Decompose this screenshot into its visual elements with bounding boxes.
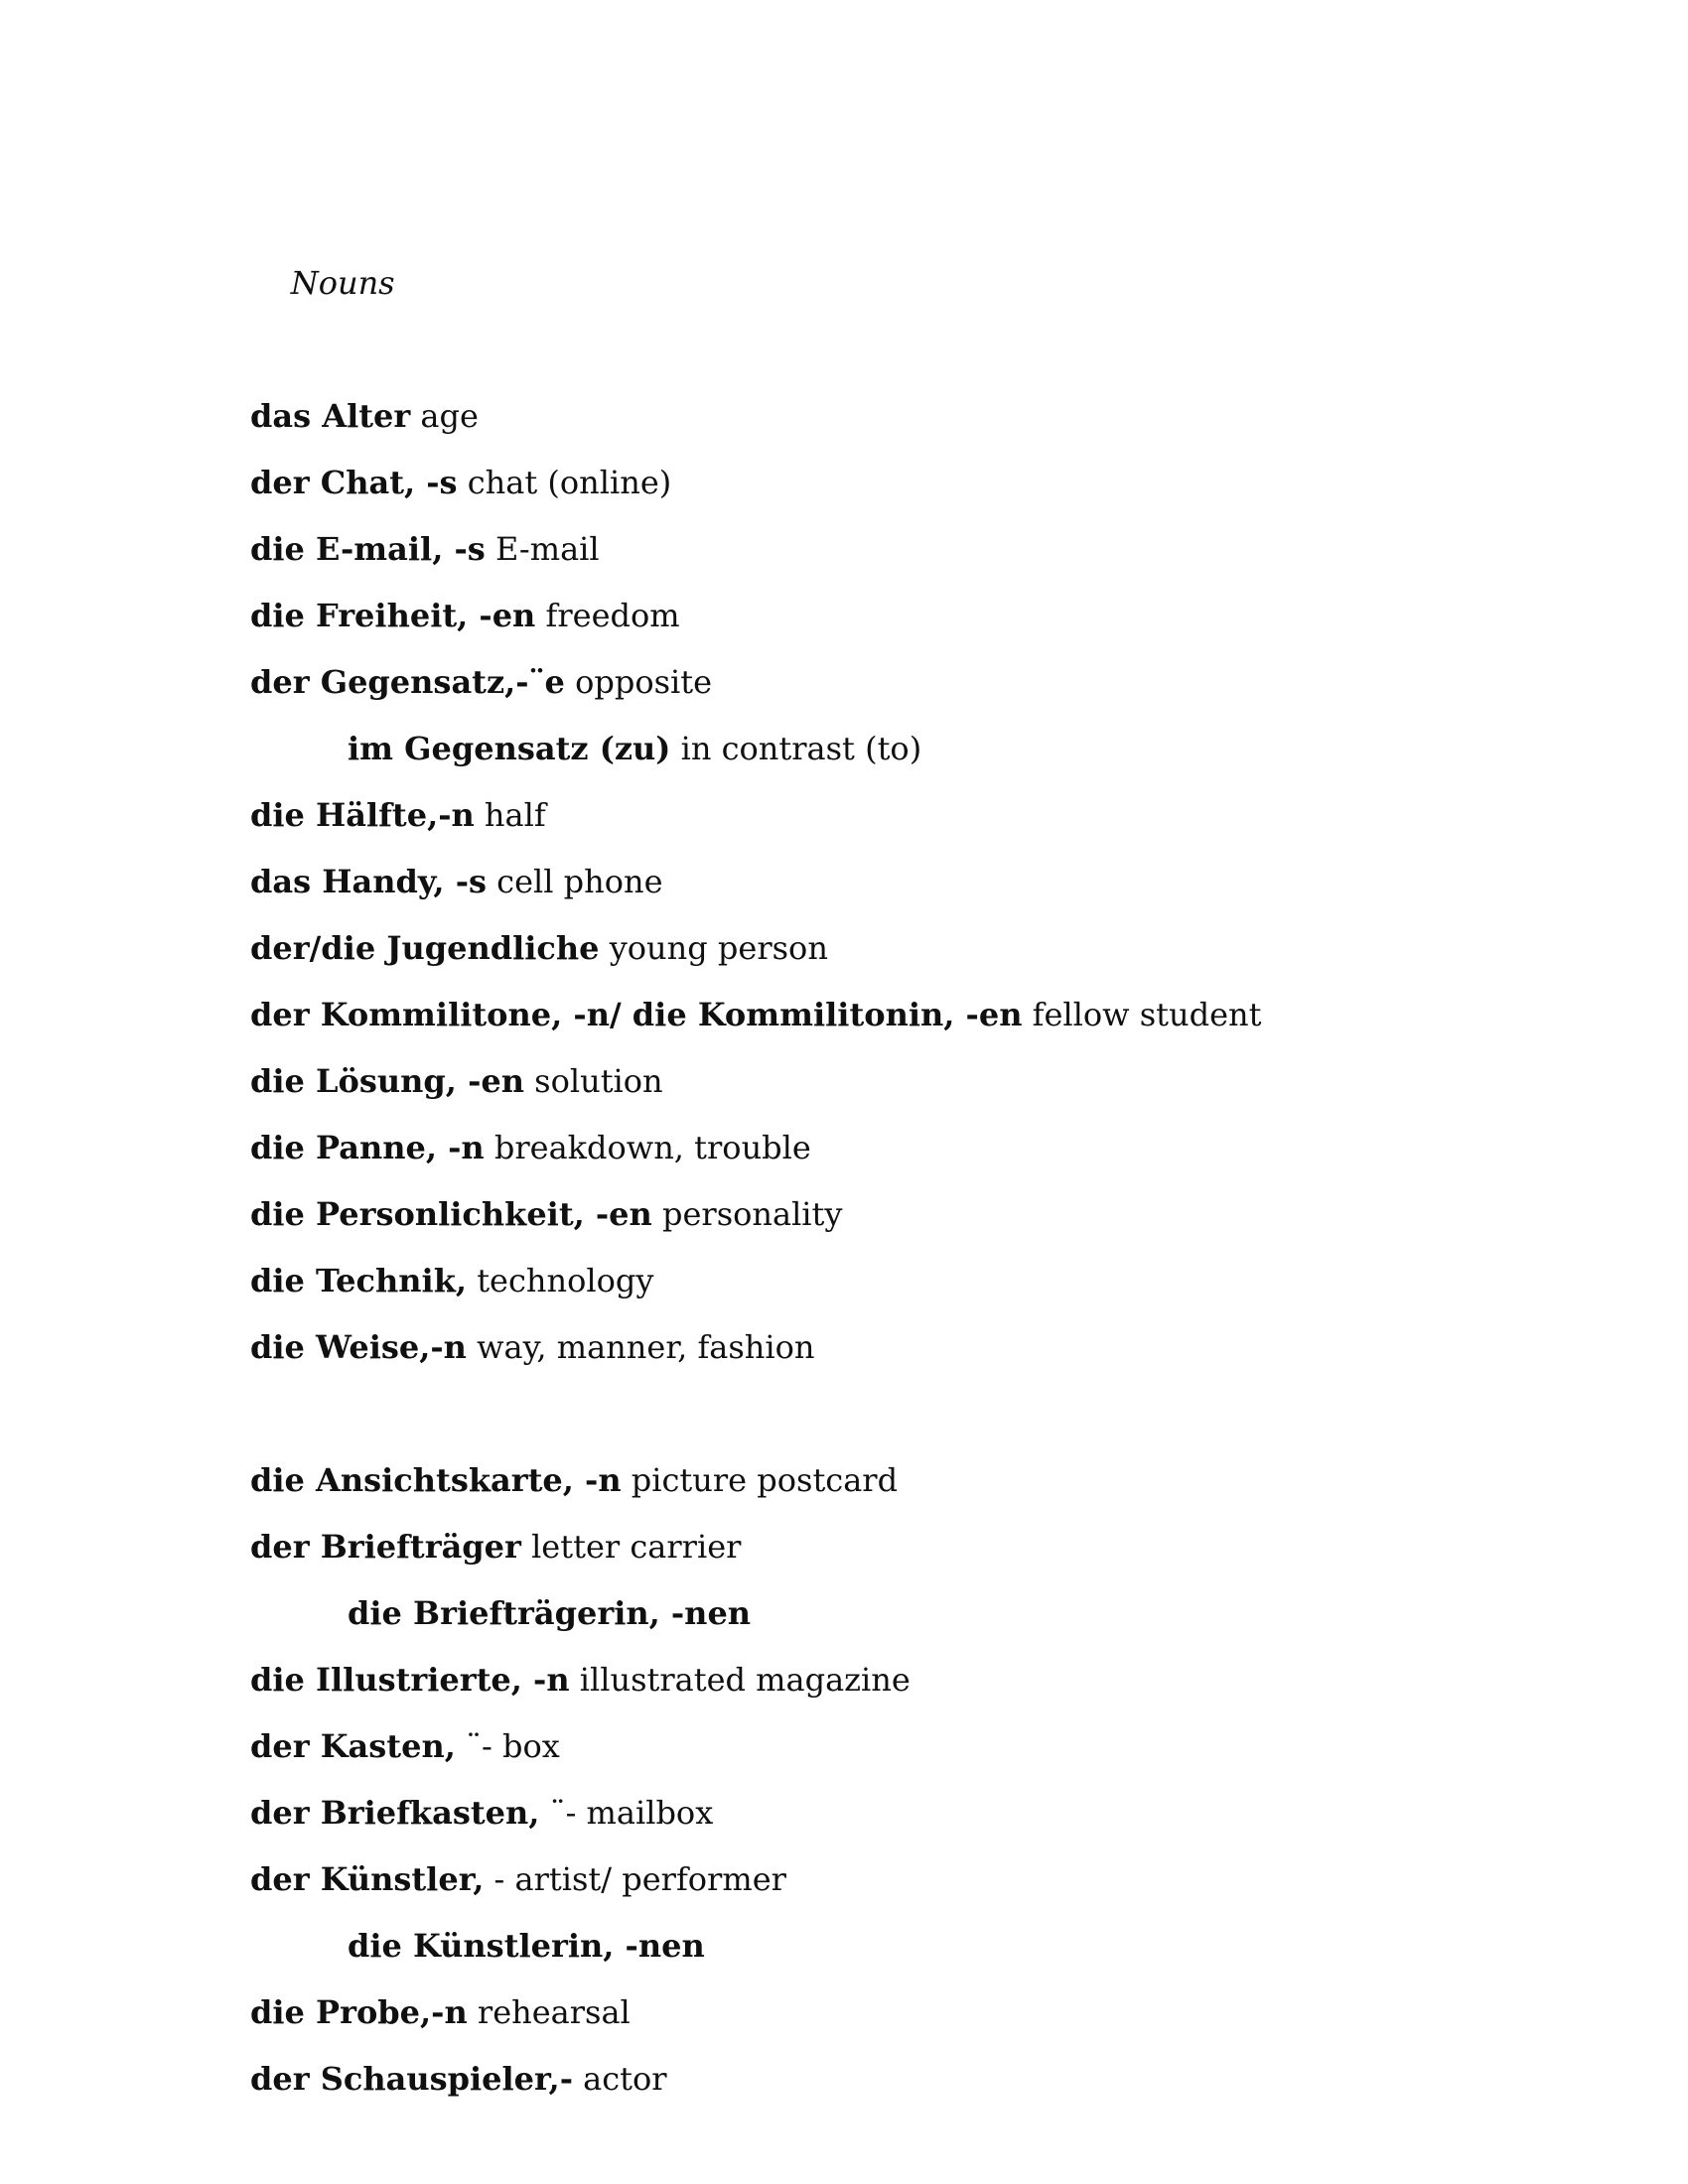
vocab-entry (250, 383, 1569, 450)
vocab-term: der Briefkasten, (250, 1794, 540, 1832)
vocab-term: der Kommilitone, -n/ die Kommilitonin, -en (250, 996, 1023, 1033)
vocab-entry (250, 1713, 1569, 1780)
vocab-term: der/die Jugendliche (250, 929, 600, 967)
vocab-entry (250, 1181, 1569, 1248)
vocab-term: das Handy, -s (250, 863, 487, 900)
vocab-translation: freedom (535, 597, 680, 634)
vocab-entry-sub (250, 1913, 1569, 1979)
vocab-translation: solution (523, 1062, 663, 1100)
vocab-term: die Freiheit, -en (250, 597, 536, 634)
vocab-translation: picture postcard (621, 1461, 899, 1499)
vocab-translation: ¨- mailbox (539, 1794, 714, 1832)
vocab-entry (250, 583, 1569, 649)
vocab-term: die Briefträgerin, -nen (348, 1594, 752, 1632)
vocab-term: die Weise,-n (250, 1328, 467, 1366)
vocab-translation: in contrast (to) (670, 730, 922, 767)
vocab-translation: cell phone (486, 863, 663, 900)
vocab-translation: age (410, 397, 479, 435)
vocab-entry (250, 450, 1569, 516)
vocab-term: die Ansichtskarte, -n (250, 1461, 622, 1499)
vocab-translation: E-mail (485, 530, 600, 568)
vocab-entry (250, 1514, 1569, 1580)
vocab-term: die Künstlerin, -nen (348, 1927, 705, 1965)
vocab-translation: breakdown, trouble (484, 1129, 811, 1166)
vocab-entry (250, 1447, 1569, 1514)
vocab-term: das Alter (250, 397, 411, 435)
vocab-translation: - artist/ performer (484, 1860, 786, 1898)
vocab-translation: fellow student (1022, 996, 1262, 1033)
vocab-translation: chat (online) (457, 464, 672, 501)
vocab-term: der Kasten, (250, 1727, 456, 1765)
vocab-entry (250, 649, 1569, 716)
vocab-entry (250, 1048, 1569, 1115)
vocab-term: der Künstler, (250, 1860, 485, 1898)
vocab-term: der Briefträger (250, 1528, 521, 1566)
vocab-translation: young person (599, 929, 828, 967)
vocab-entry (250, 1314, 1569, 1381)
vocab-term: die Hälfte,-n (250, 796, 475, 834)
vocab-entry (250, 849, 1569, 915)
vocab-term: die Illustrierte, -n (250, 1661, 570, 1699)
vocab-term: die Personlichkeit, -en (250, 1195, 652, 1233)
vocab-term: die Panne, -n (250, 1129, 485, 1166)
vocab-translation: half (474, 796, 546, 834)
vocab-entry (250, 1248, 1569, 1314)
vocab-entry (250, 782, 1569, 849)
section-heading (250, 184, 1569, 383)
vocab-term: der Chat, -s (250, 464, 458, 501)
vocab-translation: letter carrier (520, 1528, 742, 1566)
vocab-term: der Schauspieler,- (250, 2060, 573, 2098)
vocab-term: die E-mail, -s (250, 530, 486, 568)
vocab-term: die Probe,-n (250, 1993, 468, 2031)
vocab-entry (250, 1780, 1569, 1846)
vocab-translation: ¨- box (455, 1727, 560, 1765)
section-heading-text: Nouns (290, 264, 395, 302)
vocab-term: die Lösung, -en (250, 1062, 524, 1100)
vocab-entry (250, 1846, 1569, 1913)
vocab-entry (250, 2046, 1569, 2113)
vocab-entry-sub (250, 1580, 1569, 1647)
vocab-translation: way, manner, fashion (466, 1328, 815, 1366)
vocab-translation: rehearsal (467, 1993, 631, 2031)
vocab-entry (250, 982, 1569, 1048)
vocab-translation: personality (651, 1195, 843, 1233)
vocab-entry (250, 1979, 1569, 2046)
vocab-entry (250, 915, 1569, 982)
vocab-entry-sub (250, 716, 1569, 782)
vocab-term: im Gegensatz (zu) (348, 730, 671, 767)
vocab-entry (250, 1115, 1569, 1181)
vocab-translation: actor (572, 2060, 667, 2098)
vocab-translation: opposite (564, 663, 713, 701)
vocab-entry (250, 516, 1569, 583)
vocab-translation: illustrated magazine (569, 1661, 911, 1699)
vocab-term: der Gegensatz,-¨e (250, 663, 565, 701)
vocab-entry (250, 1647, 1569, 1713)
vocab-translation: technology (467, 1262, 654, 1299)
vocab-term: die Technik, (250, 1262, 468, 1299)
